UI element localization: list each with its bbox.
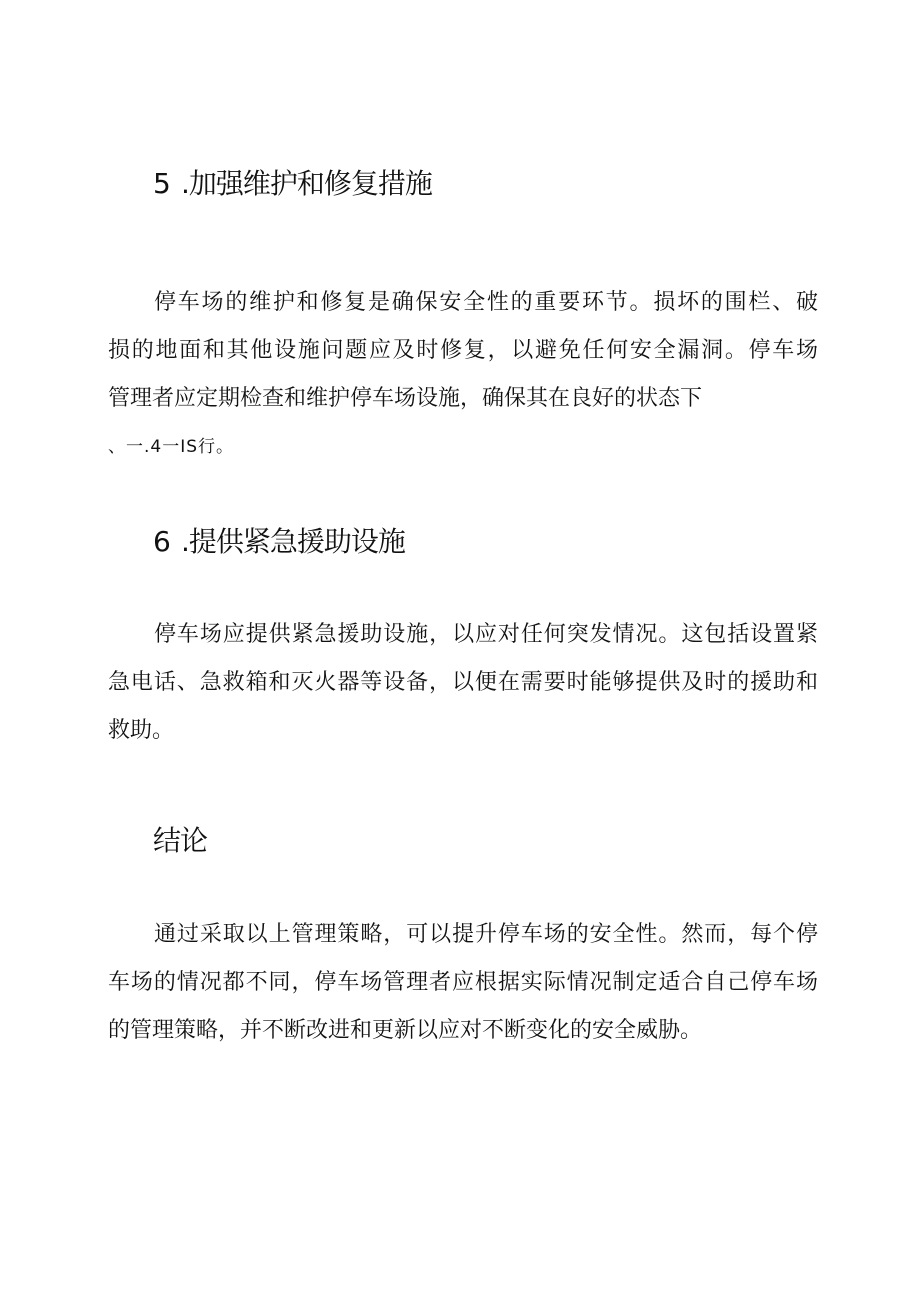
paragraph-line: 管理者应定期检查和维护停车场设施，确保其在良好的状态下: [108, 386, 703, 411]
paragraph-line: 、一.4一IS行。: [108, 437, 235, 457]
conclusion-heading: [153, 823, 207, 859]
paragraph-line: 车场的情况都不同，停车场管理者应根据实际情况制定适合自己停车场: [108, 970, 818, 995]
section-6-paragraph: [108, 611, 818, 755]
paragraph-line: 停车场的维护和修复是确保安全性的重要环节。损坏的围栏、破: [154, 290, 818, 315]
section-5-title: .加强维护和修复措施: [181, 167, 432, 200]
section-5-heading: [153, 166, 432, 202]
paragraph-line: 停车场应提供紧急援助设施，以应对任何突发情况。这包括设置紧: [154, 622, 818, 647]
paragraph-line: 的管理策略，并不断改进和更新以应对不断变化的安全威胁。: [108, 1018, 703, 1043]
section-6-number: 6: [153, 525, 170, 558]
paragraph-line: 损的地面和其他设施问题应及时修复，以避免任何安全漏洞。停车场: [108, 338, 818, 363]
conclusion-paragraph: [108, 911, 818, 1055]
paragraph-line: 通过采取以上管理策略，可以提升停车场的安全性。然而，每个停: [154, 922, 818, 947]
section-5-number: 5: [153, 167, 170, 200]
section-6-title: .提供紧急援助设施: [181, 525, 405, 558]
conclusion-title: 结论: [153, 824, 208, 857]
section-5-paragraph: [108, 279, 818, 471]
paragraph-line: 救助。: [108, 718, 175, 743]
paragraph-line: 急电话、急救箱和灭火器等设备，以便在需要时能够提供及时的援助和: [108, 670, 818, 695]
section-6-heading: [153, 524, 405, 560]
